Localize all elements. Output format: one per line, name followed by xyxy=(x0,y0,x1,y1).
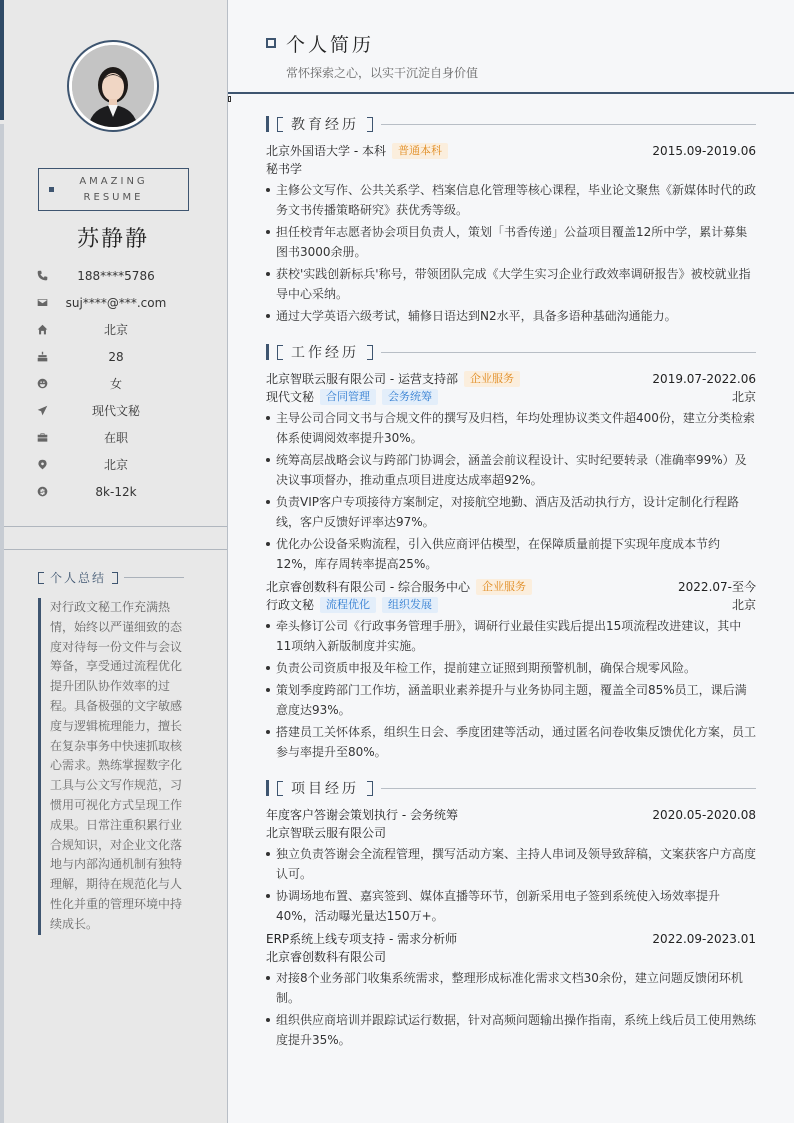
list-item: 主修公文写作、公共关系学、档案信息化管理等核心课程，毕业论文聚焦《新媒体时代的政务文书传播策略研究》获优秀等级。 xyxy=(266,180,756,220)
job-header-row xyxy=(266,578,756,596)
info-row-status xyxy=(36,424,196,451)
money-icon xyxy=(36,486,48,498)
bracket-right-icon xyxy=(367,345,373,360)
degree-tag: 普通本科 xyxy=(392,143,448,159)
sidebar-divider xyxy=(4,526,227,527)
list-item: 统筹高层战略会议与跨部门协调会，涵盖会前议程设计、实时纪要转录（准确率99%）及决议事项督办，推动重点项目进度达成率超92%。 xyxy=(266,450,756,490)
main-content xyxy=(228,0,794,1123)
summary-text: 对行政文秘工作充满热情，始终以严谨细致的态度对待每一份文件与会议筹备，享受通过流程优化提升团队协作效率的过程。具备极强的文字敏感度与逻辑梳理能力，擅长在复杂事务中快速抓取核心需求。熟练掌握数字化工具与公文写作规范，习惯用可视化方式呈现工作成果。日常注重积累行业合规知识，对企业文化落地与内部沟通机制有独特理解，期待在规范化与人性化并重的管理环境中持续成长。 xyxy=(38,598,188,935)
email-value: suj****@***.com xyxy=(65,295,167,310)
list-item: 牵头修订公司《行政事务管理手册》，调研行业最佳实践后提出15项流程改进建议，其中11项纳入新版制度并实施。 xyxy=(266,616,756,656)
home-icon xyxy=(36,324,48,336)
location-pin-icon xyxy=(36,459,48,471)
work-title-text: 工作经历 xyxy=(291,345,359,361)
bracket-right-icon xyxy=(367,117,373,132)
summary-title-text: 个人总结 xyxy=(50,571,107,585)
list-item: 独立负责答谢会全流程管理，撰写活动方案、主持人串词及领导致辞稿，文案获客户方高度认可。 xyxy=(266,844,756,884)
phone-value: 188****5786 xyxy=(77,268,155,283)
section-title-line xyxy=(381,124,756,125)
briefcase-icon xyxy=(36,432,48,444)
section-title-line xyxy=(381,788,756,789)
list-item: 协调场地布置、嘉宾签到、媒体直播等环节，创新采用电子签到系统使入场效率提升40%，活动曝光量达150万+。 xyxy=(266,886,756,926)
project-header-row xyxy=(266,806,756,824)
skill-tag: 会务统筹 xyxy=(382,389,438,405)
job-city: 北京 xyxy=(731,390,756,404)
list-item: 优化办公设备采购流程，引入供应商评估模型，在保障质量前提下实现年度成本节约12%，库存周转率提高25%。 xyxy=(266,534,756,574)
bracket-right-icon xyxy=(112,572,118,584)
project-date: 2022.09-2023.01 xyxy=(652,932,756,946)
industry-tag: 企业服务 xyxy=(464,371,520,387)
section-title-line xyxy=(381,352,756,353)
info-row-age xyxy=(36,343,196,370)
work-section-title xyxy=(266,340,756,364)
summary-title-line xyxy=(124,577,184,578)
info-row-email xyxy=(36,289,196,316)
project-org-row xyxy=(266,824,756,842)
list-item: 负责VIP客户专项接待方案制定，对接航空地勤、酒店及活动执行方，设计定制化行程路线，客户反馈好评率达97%。 xyxy=(266,492,756,532)
project-name: ERP系统上线专项支持 - 需求分析师 xyxy=(266,932,458,946)
title-square-icon xyxy=(266,38,276,48)
list-item: 对接8个业务部门收集系统需求，整理形成标准化需求文档30余份，建立问题反馈闭环机制。 xyxy=(266,968,756,1008)
project-bullets xyxy=(266,968,756,1050)
education-title-text: 教育经历 xyxy=(291,117,359,133)
job-header-row xyxy=(266,370,756,388)
projects-section-title xyxy=(266,776,756,800)
project-org: 北京睿创数科有限公司 xyxy=(266,950,387,964)
major: 秘书学 xyxy=(266,162,303,176)
resume-header xyxy=(228,0,794,94)
job-company: 北京睿创数科有限公司 - 综合服务中心 xyxy=(266,580,470,594)
section-bar xyxy=(266,780,269,796)
personal-info-list xyxy=(36,262,196,505)
candidate-name: 苏静静 xyxy=(76,227,149,252)
education-header-row xyxy=(266,142,756,160)
avatar-photo xyxy=(72,45,154,127)
status-value: 在职 xyxy=(103,431,128,445)
sidebar-accent-bar-lower xyxy=(0,124,4,1123)
school-name: 北京外国语大学 - 本科 xyxy=(266,144,386,158)
job-role-row xyxy=(266,596,756,614)
skill-tag: 合同管理 xyxy=(320,389,376,405)
list-item: 搭建员工关怀体系，组织生日会、季度团建等活动，通过匿名问卷收集反馈优化方案，员工参与率提升至80%。 xyxy=(266,722,756,762)
page-title: 个人简历 xyxy=(286,34,375,56)
decorative-mark xyxy=(228,96,231,102)
job-company: 北京智联云服有限公司 - 运营支持部 xyxy=(266,372,458,386)
education-major-row xyxy=(266,160,756,178)
sidebar xyxy=(0,0,228,1123)
phone-icon xyxy=(36,270,48,282)
summary-section-title xyxy=(38,569,184,586)
list-item: 担任校青年志愿者协会项目负责人，策划「书香传递」公益项目覆盖12所中学，累计募集图书3000余册。 xyxy=(266,222,756,262)
home-value: 北京 xyxy=(103,323,128,337)
job-role: 现代文秘 xyxy=(266,390,315,404)
job-city: 北京 xyxy=(731,598,756,612)
job-role-row xyxy=(266,388,756,406)
list-item: 获校'实践创新标兵'称号，带领团队完成《大学生实习企业行政效率调研报告》被校就业指导中心采纳。 xyxy=(266,264,756,304)
project-date: 2020.05-2020.08 xyxy=(652,808,756,822)
info-row-location xyxy=(36,451,196,478)
project-header-row xyxy=(266,930,756,948)
job-bullets xyxy=(266,408,756,574)
education-bullets xyxy=(266,180,756,326)
project-org: 北京智联云服有限公司 xyxy=(266,826,387,840)
list-item: 组织供应商培训并跟踪试运行数据，针对高频问题输出操作指南，系统上线后员工使用熟练度提升35%。 xyxy=(266,1010,756,1050)
gender-value: 女 xyxy=(109,377,122,391)
mail-icon xyxy=(36,297,48,309)
project-bullets xyxy=(266,844,756,926)
list-item: 通过大学英语六级考试，辅修日语达到N2水平，具备多语种基础沟通能力。 xyxy=(266,306,756,326)
banner-line-1: AMAZING xyxy=(79,176,148,187)
skill-tag: 流程优化 xyxy=(320,597,376,613)
job-role: 行政文秘 xyxy=(266,598,315,612)
send-icon xyxy=(36,405,48,417)
banner-line-2: RESUME xyxy=(83,192,144,203)
page-subtitle: 常怀探索之心，以实干沉淀自身价值 xyxy=(286,66,479,80)
avatar xyxy=(67,40,159,132)
section-bar xyxy=(266,116,269,132)
industry-tag: 企业服务 xyxy=(476,579,532,595)
smile-icon xyxy=(36,378,48,390)
info-row-position xyxy=(36,397,196,424)
info-row-gender xyxy=(36,370,196,397)
info-row-salary xyxy=(36,478,196,505)
position-value: 现代文秘 xyxy=(91,404,140,418)
job-date: 2022.07-至今 xyxy=(678,580,756,594)
bracket-right-icon xyxy=(367,781,373,796)
sidebar-divider xyxy=(4,549,227,550)
sidebar-accent-bar xyxy=(0,0,4,120)
list-item: 主导公司合同文书与合规文件的撰写及归档，年均处理协议类文件超400份，建立分类检索体系使调阅效率提升30%。 xyxy=(266,408,756,448)
amazing-resume-banner xyxy=(38,168,189,211)
project-org-row xyxy=(266,948,756,966)
list-item: 负责公司资质申报及年检工作，提前建立证照到期预警机制，确保合规零风险。 xyxy=(266,658,756,678)
age-value: 28 xyxy=(108,349,124,364)
education-section-title xyxy=(266,112,756,136)
section-bar xyxy=(266,344,269,360)
cake-icon xyxy=(36,351,48,363)
job-date: 2019.07-2022.06 xyxy=(652,372,756,386)
projects-title-text: 项目经历 xyxy=(291,781,359,797)
resume-sections xyxy=(266,112,756,1050)
skill-tag: 组织发展 xyxy=(382,597,438,613)
list-item: 策划季度跨部门工作坊，涵盖职业素养提升与业务协同主题，覆盖全司85%员工，课后满意度达93%。 xyxy=(266,680,756,720)
salary-value: 8k-12k xyxy=(95,484,137,499)
job-bullets xyxy=(266,616,756,762)
info-row-phone xyxy=(36,262,196,289)
location-value: 北京 xyxy=(103,458,128,472)
education-date: 2015.09-2019.06 xyxy=(652,144,756,158)
project-name: 年度客户答谢会策划执行 - 会务统筹 xyxy=(266,808,458,822)
banner-square-icon xyxy=(49,187,54,192)
info-row-home xyxy=(36,316,196,343)
